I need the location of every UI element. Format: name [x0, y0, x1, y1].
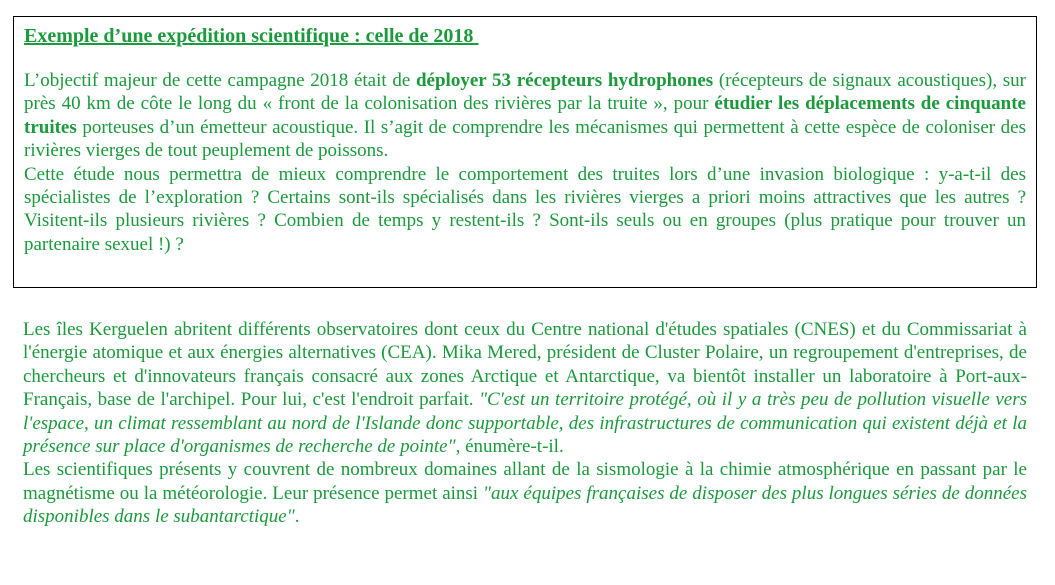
objective-bold-hydrophones: déployer 53 récepteurs hydrophones [415, 70, 714, 91]
objective-bold-trout: étudier les déplacements de cinquante truites [24, 93, 1026, 138]
objective-text-2: (récepteurs de signaux acoustiques), sur près 40 km de côte le long du « front de la colonisation des rivières par la truite », pour [24, 70, 1027, 115]
objective-text-3: porteuses d’un émetteur acoustique. Il s’agit de comprendre les mécanismes qui permettent à cette espèce de coloniser des rivières vierges de tout peuplement de poissons. [24, 116, 1026, 162]
observatories-text-1: Les îles Kerguelen abritent différents observatoires dont ceux du Centre national d'études spatiales (CNES) et du Commissariat à l'énergie atomique et aux énergies alternatives (CEA). Mika Mered, président de Cluster Polaire, un regroupement d'entreprises, de chercheurs et d'innovateurs français consacré aux zones Arctique et Antarctique, va bientôt installer un laboratoire à Port-aux-Français, base de l'archipel. Pour lui, c'est l'endroit parfait. [23, 319, 1027, 411]
scientists-text-1: Les scientifiques présents y couvrent de nombreux domaines allant de la sismologie à la chimie atmosphérique en passant par le magnétisme ou la météorologie. Leur présence permet ainsi [23, 459, 1027, 504]
article-paragraph-observatories [23, 318, 1027, 458]
scientists-text-2: . [294, 506, 300, 528]
box-title: Exemple d’une expédition scientifique : celle de 2018 [24, 25, 479, 47]
objective-text-1: L’objectif majeur de cette campagne 2018 était de [24, 70, 416, 91]
scientists-quote: "aux équipes françaises de disposer des plus longues séries de données disponibles dans le subantarctique" [23, 482, 1027, 528]
article-body [23, 318, 1027, 529]
observatories-quote: "C'est un territoire protégé, où il y a très peu de pollution visuelle vers l'espace, un climat ressemblant au nord de l'Islande donc supportable, des infrastructures de communication qui existent déjà et la présence sur place d'organismes de recherche de pointe" [23, 389, 1027, 458]
box-paragraph-questions: Cette étude nous permettra de mieux comprendre le comportement des truites lors d’une invasion biologique : y-a-t-il des spécialistes de l’exploration ? Certains sont-ils spécialisés dans les rivières vierges a priori moins attractives que les autres ? Visitent-ils plusieurs rivières ? Combien de temps y restent-ils ? Sont-ils seuls ou en groupes (plus pratique pour trouver un partenaire sexuel !) ? [24, 163, 1026, 255]
box-paragraph-objective [24, 69, 1026, 163]
observatories-text-2: , énumère-t-il. [455, 436, 564, 458]
article-paragraph-scientists [23, 458, 1027, 528]
expedition-box [13, 16, 1037, 288]
